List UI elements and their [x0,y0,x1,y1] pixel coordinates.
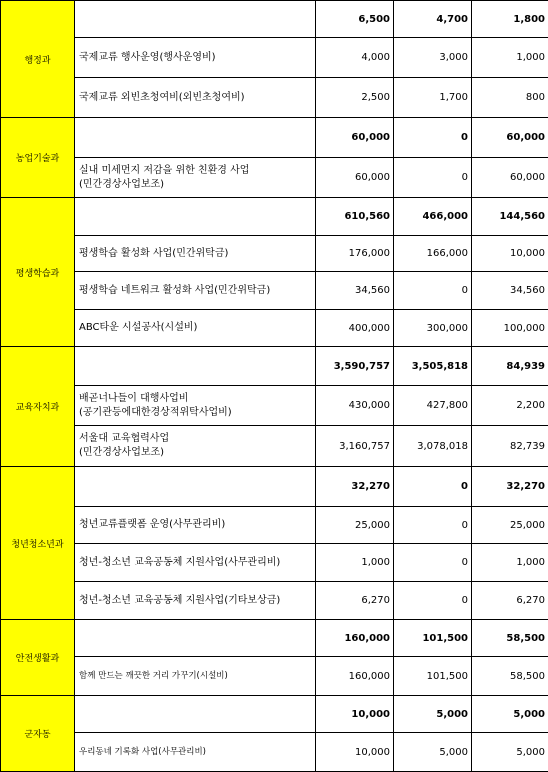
item-value-cell: 60,000 [472,158,548,198]
item-name-cell: 평생학습 활성화 사업(민간위탁금) [75,236,316,272]
item-row [1,158,548,198]
subtotal-row [1,1,548,38]
department-cell: 농업기술과 [1,118,75,198]
item-value-cell: 0 [394,507,472,544]
item-name-cell: 국제교류 행사운영(행사운영비) [75,38,316,78]
item-value-cell: 25,000 [316,507,394,544]
subtotal-value-cell: 84,939 [472,347,548,386]
subtotal-label-cell [75,198,316,236]
item-row [1,386,548,426]
item-row [1,544,548,582]
item-value-cell: 5,000 [472,733,548,772]
subtotal-row [1,198,548,236]
subtotal-row [1,467,548,507]
item-value-cell: 3,078,018 [394,426,472,467]
item-value-cell: 10,000 [472,236,548,272]
item-value-cell: 1,000 [472,38,548,78]
subtotal-label-cell [75,1,316,38]
subtotal-row [1,347,548,386]
department-cell: 군자동 [1,696,75,772]
item-value-cell: 3,160,757 [316,426,394,467]
subtotal-value-cell: 60,000 [472,118,548,158]
item-row [1,426,548,467]
item-row [1,733,548,772]
item-value-cell: 82,739 [472,426,548,467]
item-value-cell: 101,500 [394,657,472,696]
item-name-cell: 우리동네 기록화 사업(사무관리비) [75,733,316,772]
item-name-cell: 청년-청소년 교육공동체 지원사업(사무관리비) [75,544,316,582]
item-row [1,657,548,696]
subtotal-value-cell: 0 [394,118,472,158]
subtotal-row [1,696,548,733]
item-value-cell: 160,000 [316,657,394,696]
subtotal-value-cell: 0 [394,467,472,507]
item-value-cell: 10,000 [316,733,394,772]
item-value-cell: 100,000 [472,310,548,347]
item-value-cell: 0 [394,272,472,310]
item-value-cell: 1,000 [472,544,548,582]
subtotal-label-cell [75,118,316,158]
item-value-cell: 1,700 [394,78,472,118]
subtotal-value-cell: 10,000 [316,696,394,733]
subtotal-value-cell: 5,000 [472,696,548,733]
item-value-cell: 34,560 [472,272,548,310]
department-cell: 청년청소년과 [1,467,75,620]
item-value-cell: 25,000 [472,507,548,544]
item-value-cell: 166,000 [394,236,472,272]
item-name-cell: 함께 만드는 깨끗한 거리 가꾸기(시설비) [75,657,316,696]
item-value-cell: 34,560 [316,272,394,310]
subtotal-value-cell: 610,560 [316,198,394,236]
item-row [1,507,548,544]
item-name-cell: 청년-청소년 교육공동체 지원사업(기타보상금) [75,582,316,620]
subtotal-value-cell: 60,000 [316,118,394,158]
subtotal-value-cell: 160,000 [316,620,394,657]
item-name-cell: 배곧너나들이 대행사업비 (공기관등에대한경상적위탁사업비) [75,386,316,426]
subtotal-label-cell [75,347,316,386]
department-cell: 행정과 [1,1,75,118]
subtotal-row [1,118,548,158]
item-value-cell: 2,500 [316,78,394,118]
item-value-cell: 176,000 [316,236,394,272]
item-row [1,236,548,272]
item-row [1,310,548,347]
subtotal-value-cell: 1,800 [472,1,548,38]
item-value-cell: 430,000 [316,386,394,426]
subtotal-value-cell: 32,270 [316,467,394,507]
subtotal-value-cell: 144,560 [472,198,548,236]
department-cell: 안전생활과 [1,620,75,696]
subtotal-label-cell [75,467,316,507]
subtotal-value-cell: 32,270 [472,467,548,507]
subtotal-value-cell: 58,500 [472,620,548,657]
subtotal-label-cell [75,696,316,733]
item-name-cell: 서울대 교육협력사업 (민간경상사업보조) [75,426,316,467]
item-name-cell: 청년교류플랫폼 운영(사무관리비) [75,507,316,544]
subtotal-value-cell: 3,590,757 [316,347,394,386]
item-value-cell: 300,000 [394,310,472,347]
subtotal-value-cell: 466,000 [394,198,472,236]
item-row [1,78,548,118]
item-value-cell: 6,270 [472,582,548,620]
subtotal-value-cell: 4,700 [394,1,472,38]
subtotal-value-cell: 101,500 [394,620,472,657]
item-value-cell: 60,000 [316,158,394,198]
item-value-cell: 427,800 [394,386,472,426]
item-value-cell: 58,500 [472,657,548,696]
item-value-cell: 1,000 [316,544,394,582]
item-value-cell: 400,000 [316,310,394,347]
item-name-cell: 국제교류 외빈초청여비(외빈초청여비) [75,78,316,118]
subtotal-value-cell: 5,000 [394,696,472,733]
item-row [1,272,548,310]
item-row [1,582,548,620]
item-value-cell: 2,200 [472,386,548,426]
subtotal-label-cell [75,620,316,657]
item-value-cell: 0 [394,582,472,620]
department-cell: 평생학습과 [1,198,75,347]
item-name-cell: 평생학습 네트워크 활성화 사업(민간위탁금) [75,272,316,310]
item-name-cell: ABC타운 시설공사(시설비) [75,310,316,347]
item-value-cell: 0 [394,544,472,582]
item-value-cell: 6,270 [316,582,394,620]
item-name-cell: 실내 미세먼지 저감을 위한 친환경 사업 (민간경상사업보조) [75,158,316,198]
subtotal-value-cell: 3,505,818 [394,347,472,386]
subtotal-value-cell: 6,500 [316,1,394,38]
subtotal-row [1,620,548,657]
department-cell: 교육자치과 [1,347,75,467]
item-row [1,38,548,78]
item-value-cell: 5,000 [394,733,472,772]
item-value-cell: 3,000 [394,38,472,78]
item-value-cell: 0 [394,158,472,198]
item-value-cell: 4,000 [316,38,394,78]
item-value-cell: 800 [472,78,548,118]
